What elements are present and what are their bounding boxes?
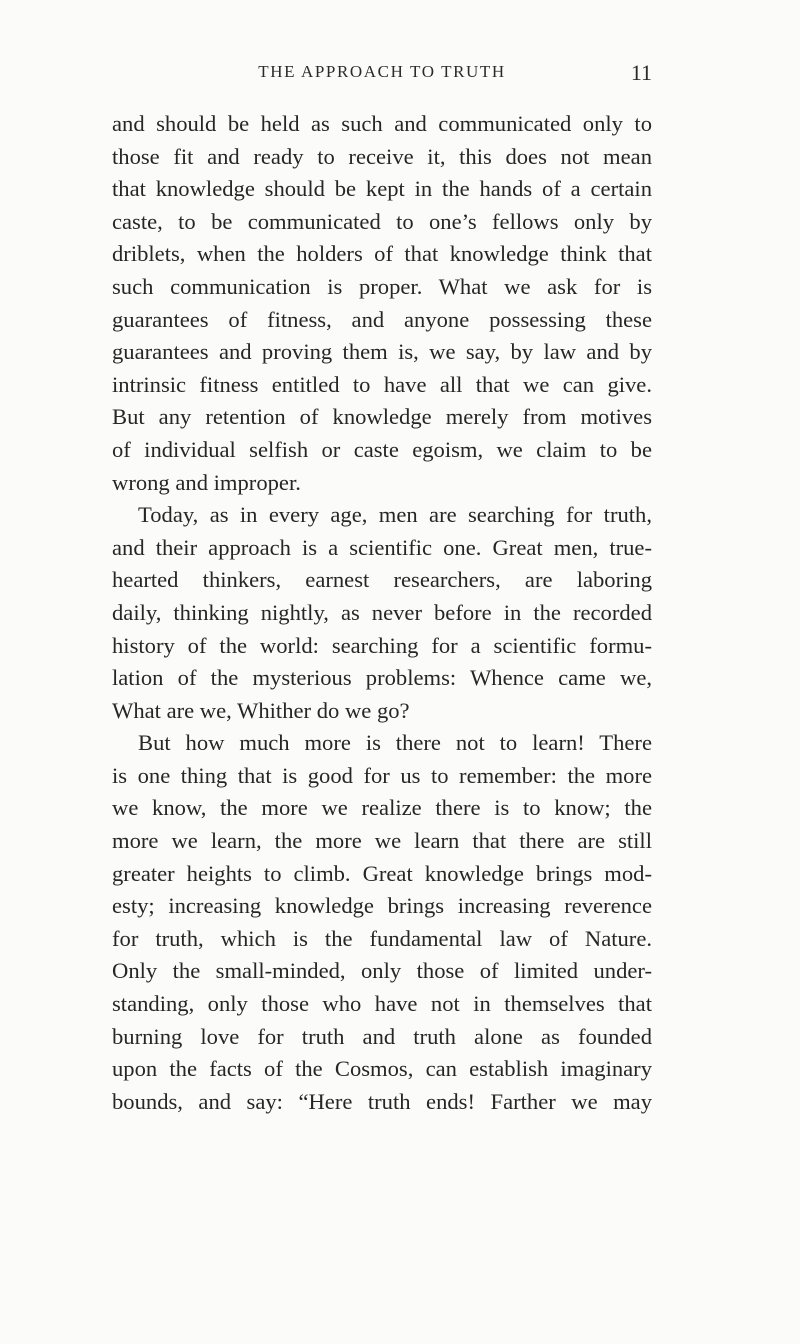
text-line: intrinsic fitness entitled to have all that we can give. bbox=[112, 371, 652, 397]
running-title: THE APPROACH TO TRUTH bbox=[258, 62, 506, 81]
paragraph-end-line: What are we, Whither do we go? bbox=[112, 697, 410, 723]
text-line: driblets, when the holders of that knowledge think that bbox=[112, 241, 652, 267]
text-line: greater heights to climb. Great knowledge brings mod- bbox=[112, 860, 652, 886]
text-line: bounds, and say: “Here truth ends! Farther we may bbox=[112, 1088, 652, 1114]
text-line: But any retention of knowledge merely from motives bbox=[112, 404, 652, 430]
text-line: guarantees and proving them is, we say, by law and by bbox=[112, 339, 652, 365]
text-line: those fit and ready to receive it, this does not mean bbox=[112, 143, 652, 169]
text-line: lation of the mysterious problems: Whence came we, bbox=[112, 665, 652, 691]
text-line: caste, to be communicated to one’s fellows only by bbox=[112, 208, 652, 234]
text-line: Only the small-minded, only those of limited under- bbox=[112, 958, 652, 984]
paragraph-start-line: Today, as in every age, men are searching for truth, bbox=[138, 502, 652, 528]
text-line: guarantees of fitness, and anyone possessing these bbox=[112, 306, 652, 332]
text-line: is one thing that is good for us to remember: the more bbox=[112, 762, 652, 788]
paragraph-end-line: wrong and improper. bbox=[112, 469, 301, 495]
text-line: esty; increasing knowledge brings increasing reverence bbox=[112, 893, 652, 919]
text-line: burning love for truth and truth alone as founded bbox=[112, 1023, 652, 1049]
text-line: standing, only those who have not in themselves that bbox=[112, 991, 652, 1017]
text-line: such communication is proper. What we ask for is bbox=[112, 273, 652, 299]
text-line: we know, the more we realize there is to know; the bbox=[112, 795, 652, 821]
running-head bbox=[112, 60, 652, 90]
body-text bbox=[112, 108, 652, 1118]
text-line: upon the facts of the Cosmos, can establish imaginary bbox=[112, 1056, 652, 1082]
text-line: and their approach is a scientific one. Great men, true- bbox=[112, 534, 652, 560]
text-line: hearted thinkers, earnest researchers, are laboring bbox=[112, 567, 652, 593]
text-line: and should be held as such and communicated only to bbox=[112, 111, 652, 136]
paragraph-start-line: But how much more is there not to learn! There bbox=[138, 730, 652, 756]
text-line: of individual selfish or caste egoism, we claim to be bbox=[112, 436, 652, 462]
text-line: daily, thinking nightly, as never before in the recorded bbox=[112, 599, 652, 625]
text-line: more we learn, the more we learn that there are still bbox=[112, 828, 652, 854]
text-line: for truth, which is the fundamental law of Nature. bbox=[112, 925, 652, 951]
text-line: that knowledge should be kept in the hands of a certain bbox=[112, 176, 652, 202]
page-number: 11 bbox=[630, 60, 652, 85]
text-line: history of the world: searching for a scientific formu- bbox=[112, 632, 652, 658]
